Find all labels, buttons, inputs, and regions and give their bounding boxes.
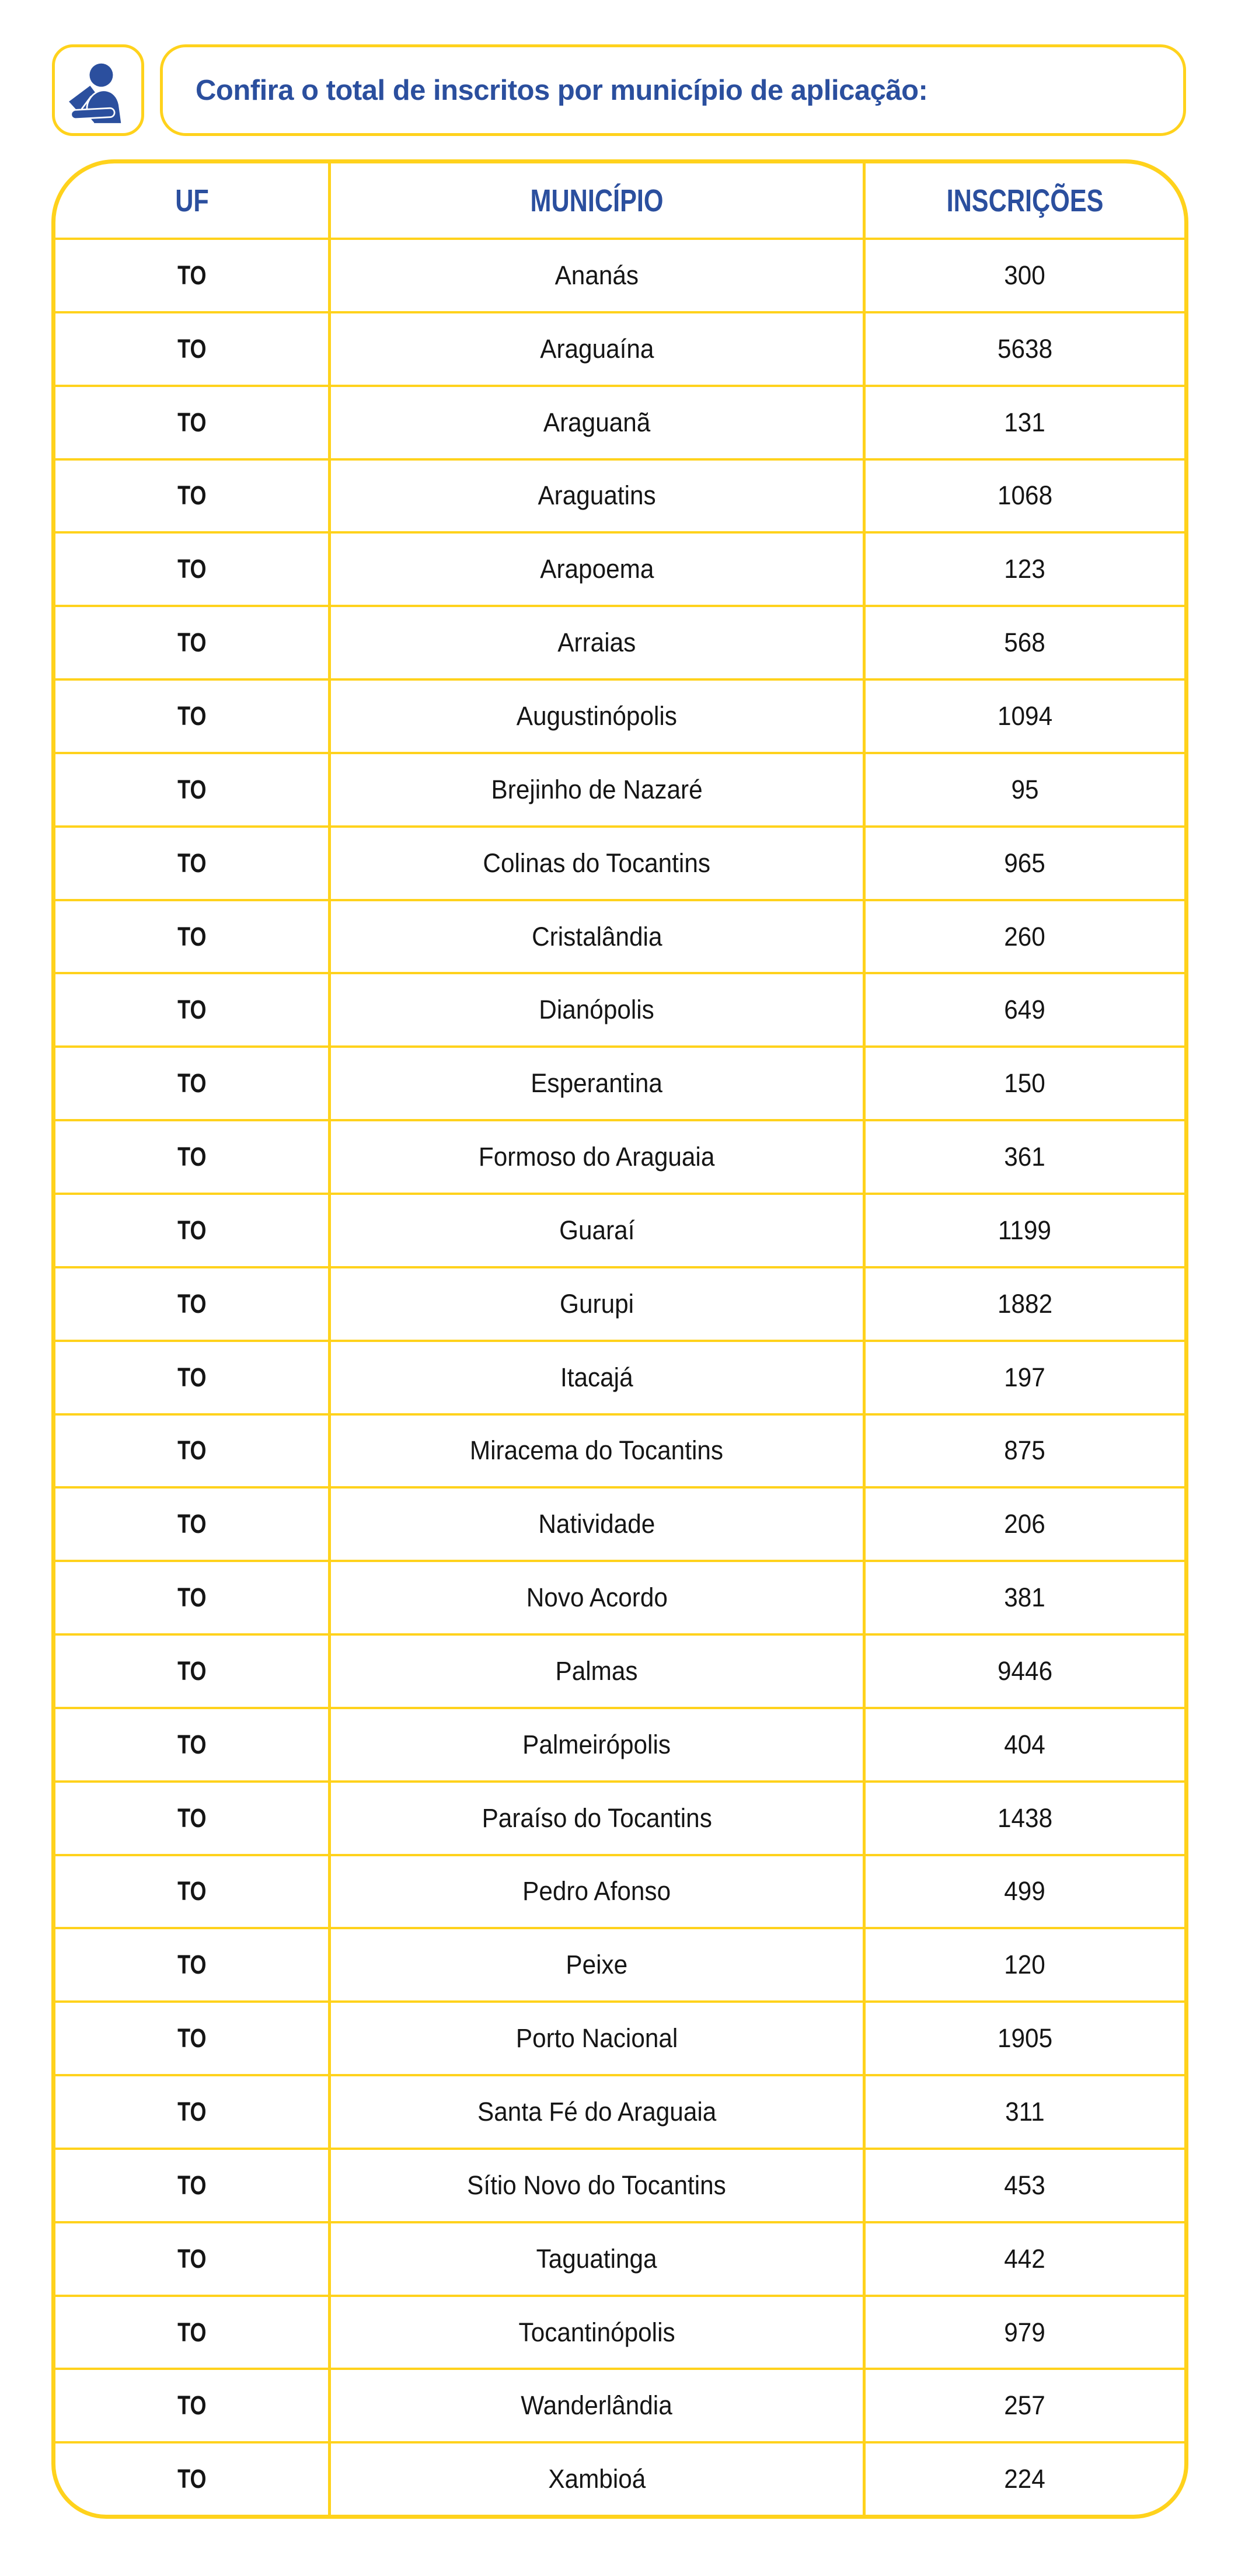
cell-inscricoes-value: 260 (1004, 921, 1046, 951)
cell-inscricoes (863, 1048, 1184, 1119)
cell-inscricoes (863, 1636, 1184, 1707)
cell-inscricoes-value: 404 (1004, 1729, 1046, 1759)
cell-municipio (328, 1562, 863, 1633)
cell-inscricoes-value: 5638 (997, 333, 1052, 364)
cell-inscricoes (863, 828, 1184, 899)
cell-uf-value: TO (177, 1068, 207, 1099)
cell-inscricoes (863, 1856, 1184, 1927)
cell-uf-value: TO (177, 2317, 207, 2347)
cell-uf (55, 387, 328, 458)
table-row (55, 2000, 1184, 2074)
table-row (55, 752, 1184, 825)
cell-inscricoes (863, 1709, 1184, 1780)
table-row (55, 531, 1184, 605)
cell-uf-value: TO (177, 1803, 207, 1833)
header-icon-card (52, 44, 144, 136)
cell-uf-value: TO (177, 333, 207, 364)
cell-uf (55, 2443, 328, 2515)
cell-uf-value: TO (177, 260, 207, 290)
cell-uf-value: TO (177, 2097, 207, 2127)
cell-municipio (328, 2076, 863, 2148)
cell-uf (55, 2370, 328, 2441)
cell-municipio (328, 2003, 863, 2074)
cell-municipio (328, 1416, 863, 1487)
cell-inscricoes (863, 1416, 1184, 1487)
cell-inscricoes (863, 974, 1184, 1045)
table-row (55, 1780, 1184, 1854)
cell-inscricoes-value: 95 (1011, 774, 1039, 804)
cell-inscricoes-value: 9446 (997, 1655, 1052, 1686)
cell-inscricoes (863, 2297, 1184, 2368)
cell-uf-value: TO (177, 1215, 207, 1245)
cell-uf (55, 901, 328, 972)
cell-uf (55, 1121, 328, 1193)
cell-municipio (328, 1195, 863, 1266)
cell-municipio-value: Colinas do Tocantins (483, 848, 711, 878)
cell-inscricoes (863, 2370, 1184, 2441)
cell-inscricoes (863, 681, 1184, 752)
cell-municipio-value: Miracema do Tocantins (470, 1435, 724, 1466)
table-row (55, 1045, 1184, 1119)
cell-inscricoes-value: 224 (1004, 2464, 1046, 2494)
cell-municipio-value: Itacajá (560, 1362, 633, 1392)
cell-inscricoes-value: 965 (1004, 848, 1046, 878)
cell-inscricoes (863, 2223, 1184, 2295)
cell-municipio (328, 1636, 863, 1707)
table-row (55, 825, 1184, 899)
cell-inscricoes-value: 131 (1004, 407, 1046, 437)
cell-inscricoes (863, 1562, 1184, 1633)
cell-municipio-value: Araguatins (538, 480, 656, 511)
cell-municipio (328, 1048, 863, 1119)
table-row (55, 1193, 1184, 1266)
cell-uf (55, 2003, 328, 2074)
cell-inscricoes (863, 2076, 1184, 2148)
cell-municipio-value: Palmas (555, 1655, 638, 1686)
table-row (55, 458, 1184, 532)
cell-municipio (328, 1783, 863, 1854)
table-row (55, 238, 1184, 311)
cell-inscricoes-value: 1882 (997, 1288, 1052, 1319)
cell-inscricoes (863, 2150, 1184, 2221)
cell-inscricoes-value: 300 (1004, 260, 1046, 290)
cell-municipio (328, 313, 863, 385)
cell-uf (55, 1342, 328, 1413)
cell-municipio (328, 901, 863, 972)
cell-inscricoes-value: 1438 (997, 1803, 1052, 1833)
person-reading-icon (64, 56, 132, 125)
cell-municipio-value: Araguaína (539, 333, 654, 364)
cell-municipio (328, 1856, 863, 1927)
cell-inscricoes-value: 381 (1004, 1582, 1046, 1613)
cell-uf-value: TO (177, 2464, 207, 2494)
cell-inscricoes (863, 1783, 1184, 1854)
cell-uf-value: TO (177, 1729, 207, 1759)
cell-inscricoes-value: 206 (1004, 1509, 1046, 1539)
cell-municipio (328, 828, 863, 899)
cell-inscricoes (863, 1929, 1184, 2000)
table-row (55, 1119, 1184, 1193)
cell-inscricoes (863, 901, 1184, 972)
cell-municipio-value: Araguanã (543, 407, 651, 437)
table-row (55, 2441, 1184, 2515)
cell-inscricoes-value: 1905 (997, 2023, 1052, 2054)
cell-municipio-value: Formoso do Araguaia (479, 1142, 715, 1172)
cell-inscricoes (863, 1342, 1184, 1413)
cell-inscricoes-value: 649 (1004, 995, 1046, 1025)
cell-uf-value: TO (177, 1655, 207, 1686)
cell-uf (55, 2223, 328, 2295)
cell-municipio-value: Xambioá (547, 2464, 646, 2494)
cell-inscricoes (863, 754, 1184, 825)
cell-municipio (328, 1268, 863, 1340)
table-row (55, 2221, 1184, 2295)
cell-inscricoes-value: 568 (1004, 628, 1046, 658)
cell-uf (55, 754, 328, 825)
table-row (55, 2295, 1184, 2368)
table-row (55, 1633, 1184, 1707)
cell-municipio-value: Wanderlândia (521, 2390, 673, 2421)
cell-municipio (328, 2443, 863, 2515)
cell-uf (55, 1783, 328, 1854)
cell-inscricoes-value: 257 (1004, 2390, 1046, 2421)
cell-inscricoes-value: 120 (1004, 1950, 1046, 1980)
cell-uf (55, 1709, 328, 1780)
cell-municipio (328, 461, 863, 532)
cell-uf-value: TO (177, 1950, 207, 1980)
cell-municipio-value: Guaraí (559, 1215, 635, 1245)
cell-inscricoes-value: 442 (1004, 2243, 1046, 2274)
cell-inscricoes (863, 2003, 1184, 2074)
cell-inscricoes-value: 499 (1004, 1876, 1046, 1906)
cell-uf-value: TO (177, 1435, 207, 1466)
cell-inscricoes (863, 534, 1184, 605)
municipality-table (51, 159, 1188, 2519)
cell-municipio (328, 1709, 863, 1780)
cell-municipio (328, 1929, 863, 2000)
cell-uf (55, 240, 328, 311)
cell-uf-value: TO (177, 1509, 207, 1539)
cell-municipio-value: Dianópolis (539, 995, 655, 1025)
cell-uf-value: TO (177, 480, 207, 511)
cell-inscricoes-value: 123 (1004, 554, 1046, 584)
table-row (55, 972, 1184, 1045)
cell-municipio (328, 2297, 863, 2368)
cell-municipio-value: Pedro Afonso (522, 1876, 671, 1906)
table-row (55, 1340, 1184, 1413)
column-header-uf: UF (175, 183, 209, 218)
table-row (55, 1707, 1184, 1780)
column-header-municipio: MUNICÍPIO (328, 163, 863, 238)
cell-uf-value: TO (177, 995, 207, 1025)
cell-municipio (328, 2223, 863, 2295)
table-row (55, 2074, 1184, 2148)
cell-municipio-value: Sítio Novo do Tocantins (467, 2170, 727, 2200)
cell-municipio (328, 240, 863, 311)
cell-uf (55, 534, 328, 605)
cell-municipio-value: Novo Acordo (526, 1582, 668, 1613)
table-row (55, 1266, 1184, 1340)
page-title: Confira o total de inscritos por município de aplicação: (196, 74, 928, 106)
cell-uf-value: TO (177, 700, 207, 731)
cell-uf-value: TO (177, 2390, 207, 2421)
cell-uf (55, 1416, 328, 1487)
cell-municipio (328, 681, 863, 752)
cell-municipio (328, 534, 863, 605)
cell-municipio-value: Porto Nacional (515, 2023, 678, 2054)
cell-uf (55, 607, 328, 678)
table-row (55, 2148, 1184, 2221)
cell-municipio-value: Esperantina (531, 1068, 663, 1099)
cell-uf (55, 2076, 328, 2148)
cell-inscricoes (863, 387, 1184, 458)
cell-municipio-value: Brejinho de Nazaré (491, 774, 703, 804)
cell-inscricoes-value: 875 (1004, 1435, 1046, 1466)
cell-inscricoes-value: 1094 (997, 700, 1052, 731)
cell-municipio-value: Ananás (555, 260, 639, 290)
cell-municipio-value: Paraíso do Tocantins (482, 1803, 712, 1833)
cell-municipio-value: Santa Fé do Araguaia (477, 2097, 717, 2127)
title-card (160, 44, 1186, 136)
cell-municipio-value: Tocantinópolis (518, 2317, 675, 2347)
table-row (55, 1927, 1184, 2000)
cell-municipio-value: Palmeirópolis (522, 1729, 671, 1759)
cell-uf-value: TO (177, 1582, 207, 1613)
cell-uf (55, 681, 328, 752)
cell-inscricoes (863, 1121, 1184, 1193)
cell-uf (55, 974, 328, 1045)
cell-uf (55, 1048, 328, 1119)
cell-inscricoes-value: 1068 (997, 480, 1052, 511)
cell-inscricoes (863, 1268, 1184, 1340)
cell-uf (55, 828, 328, 899)
table-row (55, 1413, 1184, 1487)
table-row (55, 1560, 1184, 1633)
cell-uf (55, 313, 328, 385)
cell-municipio (328, 607, 863, 678)
cell-uf (55, 1929, 328, 2000)
cell-uf (55, 1268, 328, 1340)
cell-uf (55, 2297, 328, 2368)
table-header-row (55, 163, 1184, 238)
cell-uf-value: TO (177, 1876, 207, 1906)
cell-uf (55, 461, 328, 532)
cell-municipio (328, 1489, 863, 1560)
cell-inscricoes (863, 2443, 1184, 2515)
cell-uf-value: TO (177, 628, 207, 658)
table-row (55, 605, 1184, 678)
table-row (55, 385, 1184, 458)
cell-municipio (328, 2150, 863, 2221)
cell-uf-value: TO (177, 407, 207, 437)
cell-municipio (328, 974, 863, 1045)
cell-inscricoes (863, 240, 1184, 311)
cell-municipio-value: Natividade (538, 1509, 655, 1539)
cell-municipio-value: Taguatinga (536, 2243, 657, 2274)
cell-inscricoes (863, 607, 1184, 678)
cell-inscricoes-value: 150 (1004, 1068, 1046, 1099)
cell-inscricoes (863, 1195, 1184, 1266)
cell-municipio (328, 1342, 863, 1413)
cell-inscricoes-value: 1199 (998, 1215, 1052, 1245)
cell-uf-value: TO (177, 2243, 207, 2274)
cell-municipio-value: Gurupi (559, 1288, 634, 1319)
cell-uf-value: TO (177, 774, 207, 804)
table-row (55, 1854, 1184, 1927)
cell-uf-value: TO (177, 1362, 207, 1392)
cell-inscricoes-value: 361 (1004, 1142, 1046, 1172)
cell-municipio (328, 754, 863, 825)
cell-inscricoes (863, 313, 1184, 385)
cell-uf (55, 1856, 328, 1927)
cell-municipio-value: Peixe (566, 1950, 628, 1980)
cell-uf-value: TO (177, 921, 207, 951)
table-row (55, 899, 1184, 972)
cell-uf-value: TO (177, 554, 207, 584)
cell-municipio-value: Cristalândia (531, 921, 662, 951)
cell-inscricoes (863, 1489, 1184, 1560)
cell-uf (55, 1636, 328, 1707)
cell-inscricoes-value: 453 (1004, 2170, 1046, 2200)
cell-inscricoes (863, 461, 1184, 532)
table-row (55, 1486, 1184, 1560)
cell-uf (55, 1489, 328, 1560)
table-row (55, 678, 1184, 752)
cell-uf-value: TO (177, 1288, 207, 1319)
cell-inscricoes-value: 197 (1004, 1362, 1046, 1392)
column-header-inscricoes: INSCRIÇÕES (863, 163, 1184, 238)
cell-uf-value: TO (177, 1142, 207, 1172)
cell-inscricoes-value: 979 (1004, 2317, 1046, 2347)
cell-uf-value: TO (177, 848, 207, 878)
cell-municipio-value: Arapoema (539, 554, 654, 584)
cell-municipio (328, 1121, 863, 1193)
cell-uf (55, 1562, 328, 1633)
cell-municipio-value: Augustinópolis (516, 700, 677, 731)
cell-municipio-value: Arraias (557, 628, 636, 658)
table-row (55, 2368, 1184, 2441)
cell-inscricoes-value: 311 (1005, 2097, 1045, 2127)
cell-municipio (328, 2370, 863, 2441)
cell-municipio (328, 387, 863, 458)
cell-uf (55, 1195, 328, 1266)
cell-uf-value: TO (177, 2023, 207, 2054)
cell-uf-value: TO (177, 2170, 207, 2200)
table-row (55, 311, 1184, 385)
cell-uf (55, 2150, 328, 2221)
